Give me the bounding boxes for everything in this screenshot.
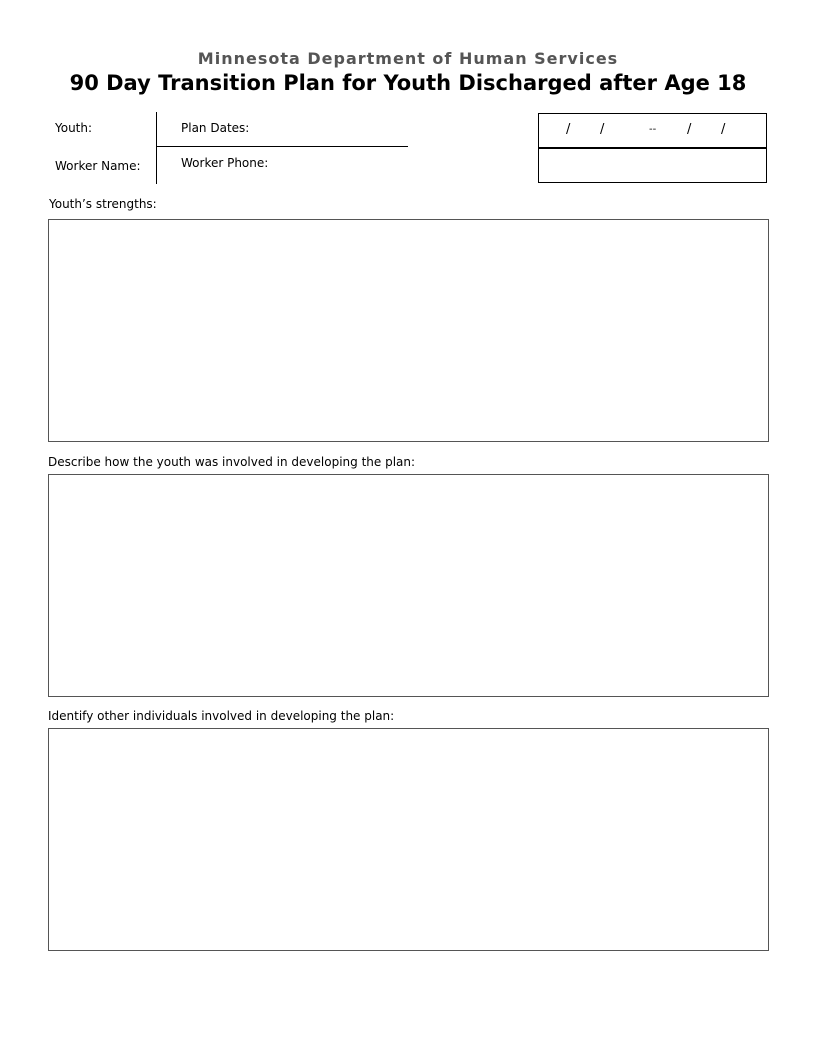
youth-label: Youth: bbox=[55, 121, 93, 135]
date-range-separator: -- bbox=[649, 124, 657, 135]
department-name: Minnesota Department of Human Services bbox=[197, 49, 619, 68]
plan-dates-field[interactable] bbox=[539, 114, 766, 147]
other-individuals-label: Identify other individuals involved in developing the plan: bbox=[48, 709, 395, 723]
info-vertical-divider bbox=[156, 112, 157, 184]
date-slash: / bbox=[687, 122, 692, 137]
worker-phone-field[interactable] bbox=[539, 149, 766, 182]
plan-dates-label: Plan Dates: bbox=[181, 121, 250, 135]
plan-dates-box bbox=[538, 113, 767, 183]
date-slash: / bbox=[566, 122, 571, 137]
worker-phone-label: Worker Phone: bbox=[181, 156, 269, 170]
date-slash: / bbox=[600, 122, 605, 137]
involvement-label: Describe how the youth was involved in developing the plan: bbox=[48, 455, 416, 469]
other-individuals-textarea[interactable] bbox=[48, 728, 769, 951]
date-slash: / bbox=[721, 122, 726, 137]
info-horizontal-divider bbox=[156, 146, 408, 147]
involvement-textarea[interactable] bbox=[48, 474, 769, 697]
strengths-textarea[interactable] bbox=[48, 219, 769, 442]
worker-name-label: Worker Name: bbox=[55, 159, 141, 173]
strengths-label: Youth’s strengths: bbox=[49, 197, 157, 211]
form-title: 90 Day Transition Plan for Youth Discharged after Age 18 bbox=[69, 71, 747, 95]
